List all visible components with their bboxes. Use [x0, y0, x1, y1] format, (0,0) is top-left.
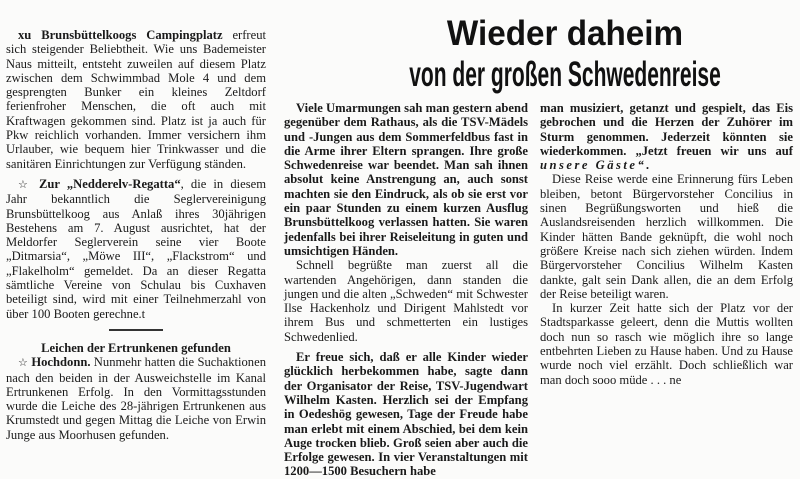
campingplatz-paragraph: [6, 28, 266, 171]
hochdonn-text: Nunmehr hatten die Suchaktionen nach den beiden in der Ausweichstelle im Kanal Ertrunkenen Erfolg. In den Vormittagsstunden wurde die Leiche des 28-jährigen Ertrunkenen aus Krumstedt und gegen Mittag die Leiche von Erwin Junge aus Moorhusen gefunden.: [6, 355, 266, 442]
intro-paragraph: Viele Umarmungen sah man gestern abend gegenüber dem Rathaus, als die TSV-Mädels und -Jungen aus dem Sommerfeldbus fast in die Arme ihrer Eltern sprangen. Ihre große Schwedenreise war beendet. Man sah ihnen absolut keine Anstrengung an, auch sonst machten sie den Eindruck, als ob sie erst vor ein paar Stunden zu einem kurzen Ausflug Brunsbüttelkoog verlassen hatten. Sie waren jedenfalls bei ihrer Reiseleitung in guten und umsichtigen Händen.: [284, 101, 528, 258]
hochdonn-lead: Hochdonn.: [31, 355, 91, 370]
music-text: man musiziert, getanzt und gespielt, das Eis gebrochen und die Herzen der Zuhörer im Sturm genommen. Jederzeit könnten sie wiederkommen. „Jetzt freuen wir uns auf: [540, 101, 793, 158]
left-column: [6, 28, 266, 442]
headline-line-2: von der großen Schwedenreise: [409, 55, 721, 94]
guests-spaced-text: unsere Gäste“.: [540, 158, 652, 173]
star-icon: ☆: [18, 178, 32, 191]
campingplatz-lead: xu Brunsbüttelkoogs Campingplatz: [18, 28, 223, 42]
memory-paragraph: Diese Reise werde eine Erinnerung fürs Leben bleiben, betont Bürgervorsteher Concilius in sinen Begrüßungsworten und hieß die Auslandsreisenden herzlich willkommen. Die Kinder hätten Bande geknüpft, die wohl noch größere Kreise nach sich ziehen würden. Indem Bürgervorsteher Concilius Wilhelm Kasten dankte, galt sein Dank allen, die an dem Erfolg der Reise beteiligt waren.: [540, 172, 793, 301]
middle-column: [284, 101, 528, 479]
regatta-lead: Zur „Nedderelv-Regatta“: [38, 176, 181, 191]
star-icon: ☆: [18, 357, 29, 370]
campingplatz-text: erfreut sich steigender Beliebtheit. Wie uns Bademeister Naus mitteilt, entsteht zuweilen auf diesem Platz zwischen dem Schwimmbad Mole 4 und dem gesprengten Bunker ein kleines Zeltdorf ferienfroher Menschen, die oft auch mit Kraftwagen gekommen sind. Platz ist ja auch für Pkw reichlich vorhanden. Immer versichern ihm Urlauber, wie bequem hier Trinkwasser und die sanitären Einrichtungen zur Verfügung ständen.: [6, 28, 266, 171]
right-column: [540, 101, 793, 387]
divider: [109, 329, 163, 331]
greeting-paragraph: Schnell begrüßte man zuerst all die wartenden Angehörigen, dann standen die jungen und die alten „Schweden“ mit Schwester Ilse Hackenholz und Dirigent Mahlstedt vor ihrem Bus und schmetterten ein lustiges Schwedenlied.: [284, 258, 528, 344]
regatta-text: , die in diesem Jahr bekanntlich die Seglervereinigung Brunsbüttelkoog aus Anlaß ihres 30jährigen Bestehens am 7. August ausrichtet, hat der Meldorfer Seglerverein seine vier Boote „Ditmarsia“, „Möwe III“, „Flackstrom“ und „Flakelholm“ gemeldet. Da an dieser Regatta sämtliche Vereine von Schulau bis Cuxhaven beteiligt sind, wird mit einer Teilnehmerzahl von über 100 Booten gerechne.t: [6, 176, 266, 321]
closing-paragraph: In kurzer Zeit hatte sich der Platz vor der Stadtsparkasse geleert, denn die Muttis wollten doch nun so rasch wie möglich ihre so lange entbehrten Lieben zu Hause haben. Und zu Hause wurde noch viel erzählt. Doch schließlich war man doch sooo müde . . . ne: [540, 301, 793, 387]
organizer-paragraph: Er freue sich, daß er alle Kinder wieder glücklich herbekommen habe, sagte dann der Organisator der Reise, TSV-Jugendwart Wilhelm Kasten. Herzlich sei der Empfang in Oedeshög gewesen, Tage der Freude habe man erlebt mit einem Abschied, bei dem kein Auge trocken blieb. Groß seien aber auch die Erfolge gewesen. In vier Veranstaltungen mit 1200—1500 Besuchern habe: [284, 350, 528, 479]
subheadline: Leichen der Ertrunkenen gefunden: [41, 340, 231, 355]
headline-line-1: Wieder daheim: [446, 14, 684, 53]
regatta-paragraph: [6, 177, 266, 321]
hochdonn-paragraph: [6, 355, 266, 442]
music-paragraph: [540, 101, 793, 172]
